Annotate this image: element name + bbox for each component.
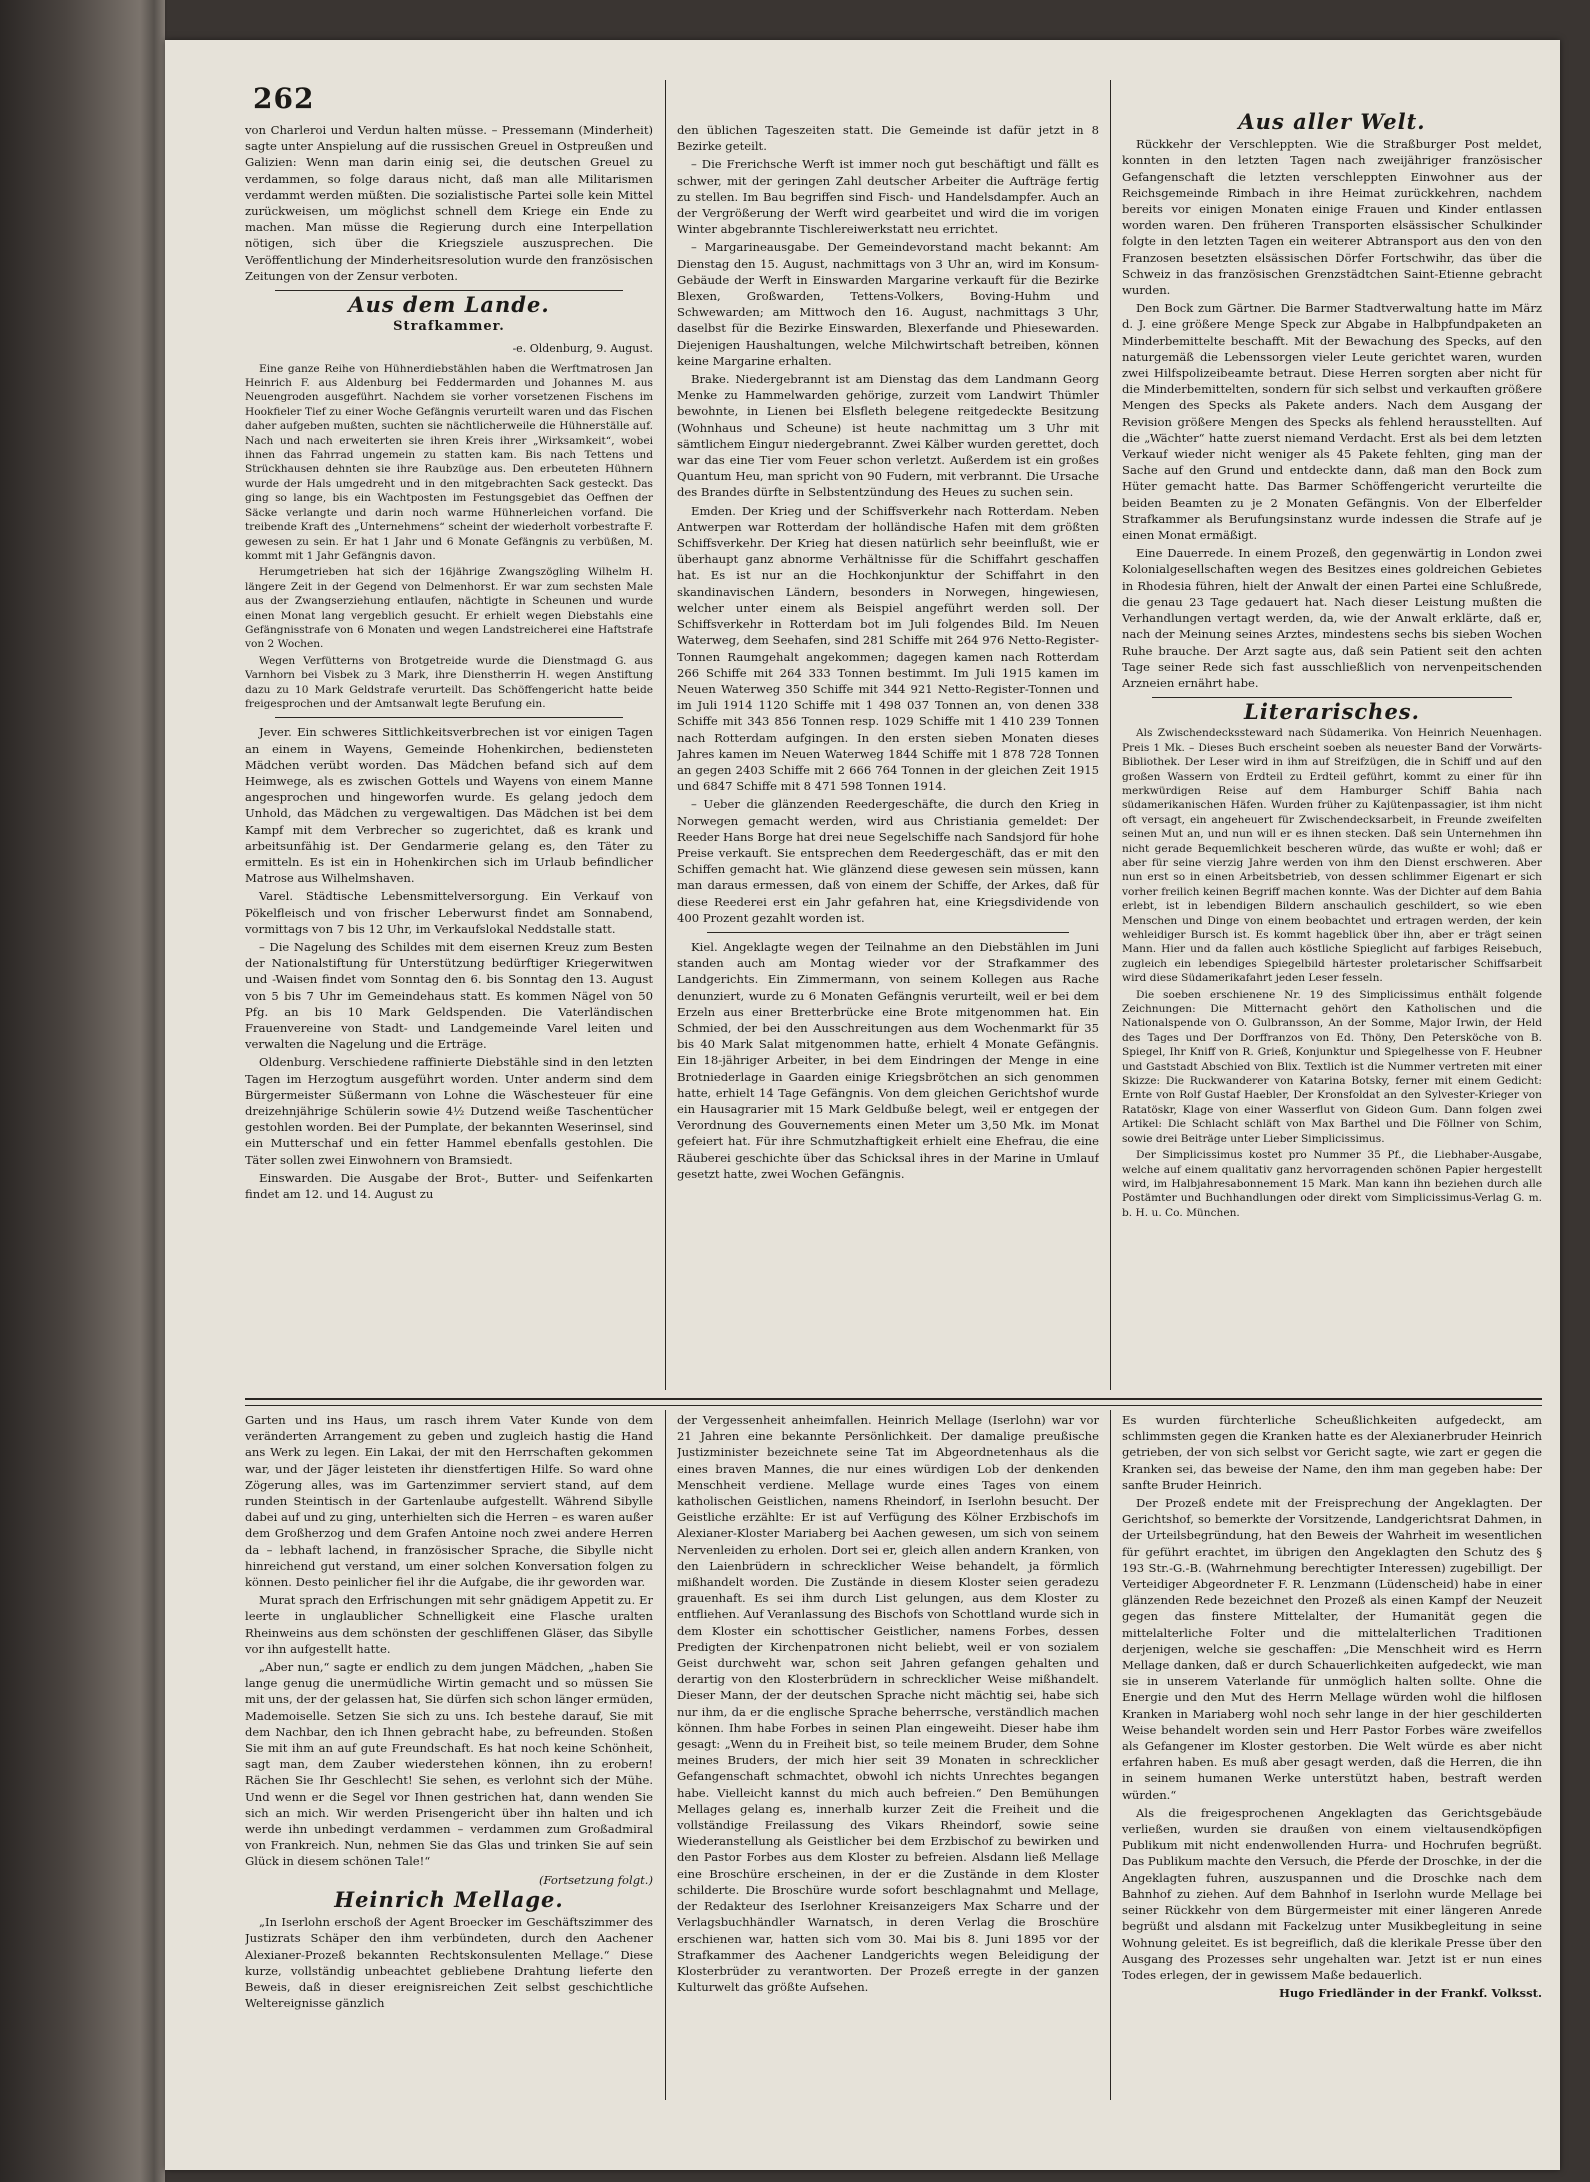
article-signature: Hugo Friedländer in der Frankf. Volksst. — [1278, 1986, 1542, 2001]
article-text: Wegen Verfütterns von Brotgetreide wurde die Dienstmagd G. aus Varnhorn bei Visbek zu 3 Mark, ihre Dienstherrin H. wegen Anstiftung dazu zu 10 Mark Geldstrafe verurteilt. Das Schöffengericht hatte beide freigesprochen und der Amtsanwalt legte Berufung ein. — [245, 654, 653, 710]
article-text: Herumgetrieben hat sich der 16jährige Zwangszögling Wilhelm H. längere Zeit in der Gegend von Delmenhorst. Er war zum sechsten Male aus der Zwangserziehung entlaufen, nächtigte in Scheunen und wurde einen Monat lang vergeblich gesucht. Er erhielt wegen Diebstahls eine Gefängnisstrafe von 6 Monaten und wegen Landstreicherei eine Haftstrafe von 2 Wochen. — [245, 566, 653, 651]
article-text: von Charleroi und Verdun halten müsse. – Pressemann (Minderheit) sagte unter Anspielung auf die russischen Greuel in Ostpreußen und Galizien: Wenn man darin einig sei, die deutschen Greuel zu verdammen, so folge daraus nicht, daß man alle Militarismen verdammt werden müßten. Die sozialistische Partei solle kein Mittel zurückweisen, um möglichst schnell dem Kriege ein Ende zu machen. Man müsse die Regierung durch eine Interpellation nötigen, sich über die Kriegsziele auszusprechen. Die Veröffentlichung der Minderheitsresolution wurde den französischen Zeitungen von der Zensur verboten. — [245, 123, 653, 283]
feuilleton-column-2 — [677, 1412, 1099, 2102]
divider — [275, 290, 623, 291]
column-rule-2 — [1110, 80, 1111, 1390]
column-rule-3 — [665, 1410, 666, 2100]
section-heading-literarisches: Literarisches. — [1244, 699, 1420, 725]
section-heading-aus-aller-welt: Aus aller Welt. — [1238, 110, 1426, 134]
article-text: Eine Dauerrede. In einem Prozeß, den gegenwärtig in London zwei Kolonialgesellschaften wegen des Besitzes eines goldreichen Gebietes in Rhodesia führen, hielt der Anwalt der einen Partei eine Schlußrede, die genau 23 Tage gedauert hat. Nach dieser Leistung mußten die Verhandlungen vertagt werden, da, wie der Anwalt erklärte, daß er, nach der Meinung seines Arztes, mindestens sechs bis sieben Wochen Ruhe brauche. Der Arzt sagte aus, daß sein Patient seit den achten Tage seiner Rede sich fast ausschließlich von nervenpeitschenden Arzneien ernährt habe. — [1122, 546, 1542, 690]
article-text: Jever. Ein schweres Sittlichkeitsverbrechen ist vor einigen Tagen an einem in Wayens, Gemeinde Hohenkirchen, bediensteten Mädchen verübt worden. Das Mädchen befand sich auf dem Heimwege, als es zwischen Gottels und Wayens von einem Manne angesprochen und hingeworfen wurde. Es gelang jedoch dem Unhold, das Mädchen zu vergewaltigen. Das Mädchen ist bei dem Kampf mit dem Verbrecher so zugerichtet, daß es krank und arbeitsunfähig ist. Der Gendarmerie gelang es, den Täter zu ermitteln. Es ist ein in Hohenkirchen sich im Urlaub befindlicher Matrose aus Wilhelmshaven. — [245, 725, 653, 886]
story-text: „Aber nun,“ sagte er endlich zu dem jungen Mädchen, „haben Sie lange genug die unermüdliche Wirtin gemacht und so müssen Sie mit uns, der der gelassen hat, Sie dürfen sich schon länger ermüden, Mademoiselle. Setzen Sie sich zu uns. Ich bestehe darauf, Sie mit dem Nachbar, den ich Ihnen gebracht habe, zu befreunden. Stoßen Sie mit ihm an auf gute Freundschaft. Es hat noch keine Schönheit, sagt man, dem Zauber wiederstehen können, ihn zu erobern! Rächen Sie Ihr Geschlecht! Sie sehen, es verlohnt sich der Mühe. Und wenn er die Segel vor Ihnen gestrichen hat, dann wenden Sie sich an mich. Wir werden Prisengericht über ihn halten und ich werde ihn unbedingt verdammen – verdammen zum Großadmiral von Frankreich. Nun, nehmen Sie das Glas und trinken Sie auf sein Glück in diesem schönen Tale!“ — [245, 1660, 653, 1869]
sub-heading-strafkammer: Strafkammer. — [393, 319, 505, 335]
article-text: Kiel. Angeklagte wegen der Teilnahme an den Diebstählen im Juni standen auch am Montag wieder vor der Strafkammer des Landgerichts. Ein Zimmermann, von seinem Kollegen aus Rache denunziert, wurde zu 6 Monaten Gefängnis verurteilt, weil er bei dem Erzeln aus einer Bretterbrücke eine Brote mitgenommen hat. Ein Schmied, der bei den Ausschreitungen aus dem Wochenmarkt für 35 bis 40 Mark Salat mitgenommen hatte, erhielt 4 Monate Gefängnis. Ein 18-jähriger Arbeiter, in bei dem Eindringen der Menge in eine Brotniederlage in Gaarden einige Kriegsbrötchen an sich genommen hatte, erhielt 14 Tage Gefängnis. Von dem gleichen Gerichtshof wurde ein Hausagrarier mit 15 Mark Geldbuße belegt, weil er entgegen der Verordnung des Gouvernements einen Meter um 3,50 Mk. im Monat gefeiert hat. Für ihre Schmutzhaftigkeit erhielt eine Ehefrau, die eine Räuberei geschichte über das Schicksal ihres in der Marine in Umlauf gesetzt hatte, zwei Wochen Gefängnis. — [677, 939, 1099, 1181]
feuilleton-column-3 — [1122, 1412, 1542, 2102]
article-text: – Die Frerichsche Werft ist immer noch gut beschäftigt und fällt es schwer, mit der geringen Zahl deutscher Arbeiter die Aufträge fertig zu stellen. Im Bau begriffen sind Fisch- und Handelsdampfer. Auch an der Vergrößerung der Werft wird gearbeitet und wird die im vorigen Winter abgebrannte Tischlereiwerkstatt neu errichtet. — [677, 157, 1099, 237]
feuilleton-column-1 — [245, 1412, 653, 2102]
article-text: Den Bock zum Gärtner. Die Barmer Stadtverwaltung hatte im März d. J. eine größere Menge Speck zur Abgabe in Halbpfundpaketen an Minderbemittelte beschafft. Mit der Bewachung des Specks, auf den naturgemäß die Lebenssorgen vieler Leute gerichtet waren, wurden zwei Hilfspolizeibeamte betraut. Diese Herren sorgten aber nicht für die Minderbemittelten, sondern für sich selbst und verkauften größere Mengen des Specks als Pakete anders. Nach dem Ausgang der Revision größere Mengen des Specks als fehlend herausstellten. Auf die „Wächter“ hatte zuerst niemand Verdacht. Erst als bei dem letzten Verkauf wieder nicht weniger als 45 Pakete fehlten, ging man der Sache auf den Grund und entdeckte dann, daß man den Bock zum Hüter gemacht hatte. Das Barmer Schöffengericht verurteilte die beiden Beamten zu je 2 Monaten Gefängnis. Von der Elberfelder Strafkammer als Berufungsinstanz wurde indessen die Strafe auf je einen Monat ermäßigt. — [1122, 301, 1542, 543]
page-number: 262 — [253, 82, 315, 115]
column-1 — [245, 122, 653, 1392]
article-text: Der Simplicissimus kostet pro Nummer 35 Pf., die Liebhaber-Ausgabe, welche auf einem qualitativ ganz hervorragenden schönen Papier hergestellt wird, im Halbjahresabonnement 15 Mark. Man kann ihn beziehen durch alle Postämter und Buchhandlungen oder direkt vom Simplicissimus-Verlag G. m. b. H. u. Co. München. — [1122, 1149, 1542, 1219]
article-text: – Ueber die glänzenden Reedergeschäfte, die durch den Krieg in Norwegen gemacht werden, wird aus Christiania gemeldet: Der Reeder Hans Borge hat drei neue Segelschiffe nach Sandsjord für hohe Preise verkauft. Sie entsprechen dem Reedergeschäft, das er mit den Schiffen gemacht hat. Wie glänzend diese gewesen sein müssen, kann man daraus ermessen, daß von einem der Schiffe, der Arkes, daß für diese Reederei erst ein Jahr gefahren hat, eine Kriegsdividende von 400 Prozent gezahlt worden ist. — [677, 797, 1099, 925]
column-2 — [677, 122, 1099, 1392]
divider — [707, 932, 1069, 933]
page-fold-shadow — [140, 0, 168, 2182]
article-text: Als die freigesprochenen Angeklagten das Gerichtsgebäude verließen, wurden sie draußen von einem vieltausendköpfigen Publikum mit nicht endenwollenden Hurra- und Hochrufen begrüßt. Das Publikum machte den Versuch, die Pferde der Droschke, in der die Angeklagten fuhren, auszuspannen und die Droschke nach dem Bahnhof zu ziehen. Auf dem Bahnhof in Iserlohn wurde Mellage bei seiner Rückkehr von dem Bürgermeister mit einer längeren Anrede begrüßt und alsdann mit Fackelzug unter Musikbegleitung in seine Wohnung geleitet. Es ist begreiflich, daß die klerikale Presse über den Ausgang des Prozesses sehr ungehalten war. Jetzt ist er nun eines Todes erlegen, der in gewissem Maße bedauerlich. — [1122, 1805, 1542, 1982]
section-heading-aus-dem-lande: Aus dem Lande. — [348, 292, 550, 318]
story-text: Garten und ins Haus, um rasch ihrem Vater Kunde von dem veränderten Arrangement zu geben und zugleich hastig die Hand ans Werk zu legen. Ein Lakai, der mit den Herrschaften gekommen war, und der Jäger leisteten ihr dienstfertigen Hilfe. So ward ohne Zögerung alles, was im Gartenzimmer serviert stand, auf dem runden Steintisch in der Gartenlaube aufgestellt. Während Sibylle dabei auf und zu ging, unterhielten sich die Herren – es waren außer dem Großherzog und dem Grafen Antoine noch zwei andere Herren da – lebhaft lachend, in französischer Sprache, die Sibylle nicht hinreichend gut verstand, um einer solchen Konversation folgen zu können. Desto peinlicher fiel ihr die Aufgabe, die ihr geworden war. — [245, 1413, 653, 1590]
column-3 — [1122, 110, 1542, 1392]
article-text: – Die Nagelung des Schildes mit dem eisernen Kreuz zum Besten der Nationalstiftung für Unterstützung bedürftiger Kriegerwitwen und -Waisen findet vom Sonntag den 6. bis Sonntag den 13. August von 5 bis 7 Uhr im Gemeindehaus statt. Es kommen Nägel von 50 Pfg. an bis 10 Mark Geldspenden. Die Vaterländischen Frauenvereine von Stadt- und Landgemeinde Varel leiten und verwalten die Nagelung und die Erträge. — [245, 940, 653, 1052]
divider — [1152, 697, 1512, 698]
article-text: Rückkehr der Verschleppten. Wie die Straßburger Post meldet, konnten in den letzten Tagen nach zweijähriger französischer Gefangenschaft die letzten verschleppten Einwohner aus der Reichsgemeinde Rimbach in ihre Heimat zurückkehren, nachdem bereits vor einigen Monaten einige Frauen und Kinder entlassen worden waren. Den früheren Transporten elsässischer Schulkinder folgte in den letzten Tagen ein weiterer Abtransport aus den von den Franzosen besetzten elsässischen Dörfer Fortschwihr, das über die Schweiz in das französischen Grenzstädtchen Saint-Etienne gebracht wurden. — [1122, 137, 1542, 298]
dateline: -e. Oldenburg, 9. August. — [512, 342, 653, 356]
article-text: – Margarineausgabe. Der Gemeindevorstand macht bekannt: Am Dienstag den 15. August, nachmittags von 3 Uhr an, wird im Konsum-Gebäude der Werft in Einswarden Margarine verkauft für die Bezirke Blexen, Großwarden, Tettens-Volkers, Boving-Huhm und Schwewarden; am Mittwoch den 16. August, nachmittags 3 Uhr, daselbst für die Bezirke Einswarden, Blexerfande und Phiesewarden. Diejenigen Haushaltungen, welche Milchwirtschaft betreiben, können keine Margarine erhalten. — [677, 240, 1099, 368]
column-rule-1 — [665, 80, 666, 1390]
story-text: Murat sprach den Erfrischungen mit sehr gnädigem Appetit zu. Er leerte in unglaublicher Schnelligkeit eine Flasche uralten Rheinweins aus dem schönsten der geschliffenen Gläser, das Sibylle vor ihn aufgestellt hatte. — [245, 1593, 653, 1656]
continuation-note: (Fortsetzung folgt.) — [538, 1872, 653, 1887]
article-text: Als Zwischendeckssteward nach Südamerika. Von Heinrich Neuenhagen. Preis 1 Mk. – Dieses Buch erscheint soeben als neuester Band der Vorwärts-Bibliothek. Der Leser wird in ihm auf Streifzügen, die in Schiff und auf den großen Wassern von Erdteil zu Erdteil geführt, kommt zu einer für ihn merkwürdigen Reise auf dem Hamburger Schiff Bahia nach südamerikanischen Häfen. Wurden früher zu Kajütenpassagier, ist ihm nicht oft versagt, ein angeheuert für Zwischendecksarbeit, in Freunde zweifelten seinen Mut an, und nun will er es ihnen stecken. Daß sein Unternehmen ihn nicht gerade Bequemlichkeit bescheren würde, das wußte er wohl; daß er aber für seine vierzig Jahre werden von ihm den Dienst erschweren. Aber nun erst so in einen Arbeitsbetrieb, von dessen schlimmer Eigenart er sich vorher freilich keinen Begriff machen konnte. Was der Dichter auf dem Bahia erlebt, ist in lebendigen Bildern anschaulich geschildert, so wie eben Menschen und Dinge von einem beobachtet und ertragen werden, der kein wehleidiger Bursch ist. Es kommt hageblick über ihn, aber er trägt seinen Mann. Hier und da fallen auch köstliche Spieglicht auf farbiges Reisebuch, zugleich ein lebendiges Spiegelbild härtester proletarischer Schiffsarbeit wird diese Südamerikafahrt jeden Leser fesseln. — [1122, 727, 1542, 985]
article-text: Es wurden fürchterliche Scheußlichkeiten aufgedeckt, am schlimmsten gegen die Kranken hatte es der Alexianerbruder Heinrich getrieben, der von sich selbst vor Gericht sagte, wie zart er gegen die Kranken sei, das beweise der Name, den ihm man gegeben habe: Der sanfte Bruder Heinrich. — [1122, 1413, 1542, 1492]
article-text: der Vergessenheit anheimfallen. Heinrich Mellage (Iserlohn) war vor 21 Jahren eine bekannte Persönlichkeit. Der damalige preußische Justizminister bezeichnete seine Tat im Abgeordnetenhaus als die eines braven Mannes, die nur eines würdigen Lob der denkenden Menschheit verdiene. Mellage wurde eines Tages von einem katholischen Geistlichen, namens Rheindorf, in Iserlohn besucht. Der Geistliche erzählte: Er ist auf Verfügung des Kölner Erzbischofs im Alexianer-Kloster Mariaberg bei Aachen gewesen, um sich von seinem Nervenleiden zu erholen. Dort sei er, gleich allen andern Kranken, von den Laienbrüdern in schrecklicher Weise behandelt, ja förmlich mißhandelt worden. Die Zustände in diesem Kloster seien geradezu grauenhaft. Es sei ihm durch List gelungen, aus dem Kloster zu entfliehen. Auf Veranlassung des Bischofs von Schottland wurde sich in dem Kloster ein schottischer Geistlicher, namens Forbes, dessen Predigten der Kirchenpatronen nicht beliebt, weil er von sozialem Geist durchweht war, schon seit Jahren gefangen gehalten und derartig von den Klosterbrüdern in schrecklicher Weise mißhandelt. Dieser Mann, der der deutschen Sprache nicht mächtig sei, habe sich nur ihm, da er die englische Sprache beherrsche, verständlich machen können. Ihm habe Forbes in seinen Plan eingeweiht. Dieser habe ihm gesagt: „Wenn du in Freiheit bist, so teile meinem Bruder, dem Sohne meines Bruders, der mich hier seit 39 Monaten in schrecklicher Gefangenschaft schmachtet, obwohl ich nichts Unrechtes begangen habe. Vielleicht kannst du mich auch befreien.“ Den Bemühungen Mellages gelang es, innerhalb kurzer Zeit die Freiheit und die vollständige Freilassung des Vikars Rheindorf, sowie seine Wiederanstellung als Geistlicher bei dem Erzbischof zu bewirken und den Pastor Forbes aus dem Kloster zu befreien. Alsdann ließ Mellage eine Broschüre erscheinen, in der er die Zustände in dem Kloster schilderte. Die Broschüre wurde sofort beschlagnahmt und Mellage, der Redakteur des Iserlohner Kreisanzeigers Max Scharre und der Verlagsbuchhändler Warnatsch, in deren Verlag die Broschüre erschienen war, hatten sich vom 30. Mai bis 8. Juni 1895 vor der Strafkammer des Aachener Landgerichts wegen Beleidigung der Klosterbrüder zu verantworten. Der Prozeß erregte in der ganzen Kulturwelt das größte Aufsehen. — [677, 1413, 1099, 1995]
article-text: „In Iserlohn erschoß der Agent Broecker im Geschäftszimmer des Justizrats Schäper den ihm verbündeten, durch den Aachener Alexianer-Prozeß bekannten Rechtskonsulenten Mellage.“ Diese kurze, vollständig unbeachtet gebliebene Drahtung lieferte den Beweis, daß in dieser ereignisreichen Zeit selbst geschichtliche Weltereignisse gänzlich — [245, 1915, 653, 2011]
article-text: Varel. Städtische Lebensmittelversorgung. Ein Verkauf von Pökelfleisch und von frischer Leberwurst findet am Sonnabend, vormittags von 7 bis 12 Uhr, im Verkaufslokal Neddstalle statt. — [245, 889, 653, 936]
article-text: Oldenburg. Verschiedene raffinierte Diebstähle sind in den letzten Tagen im Herzogtum ausgeführt worden. Unter anderm sind dem Bürgermeister Süßermann von Lohne die Wäschesteuer für eine dreizehnjährige Schülerin sowie 4½ Dutzend weiße Taschentücher gestohlen worden. Bei der Pumplate, der bekannten Weserinsel, sind ein Mutterschaf und ein fetter Hammel ebenfalls gestohlen. Die Täter sollen zwei Einwohnern von Bramsiedt. — [245, 1055, 653, 1167]
article-text: Einswarden. Die Ausgabe der Brot-, Butter- und Seifenkarten findet am 12. und 14. August zu — [245, 1170, 653, 1202]
article-text: Die soeben erschienene Nr. 19 des Simplicissimus enthält folgende Zeichnungen: Die Mitternacht gehört den Katholischen und die Nationalspende von O. Gulbransson, An der Somme, Major Irwin, der Held des Tages und Der Dorffranzos von Ed. Thöny, Den Petersköche von B. Spiegel, Ihr Kniff von R. Grieß, Konjunktur und Spiegelhesse von F. Heubner und Gaststadt Abschied von Blix. Textlich ist die Nummer vertreten mit einer Skizze: Die Ruckwanderer von Katarina Botsky, ferner mit einem Gedicht: Ernte von Rolf Gustaf Haebler, Der Kronsfoldat an den Sylvester-Krieger von Ratatöskr, Klage von einer Wasserflut von Gideon Gum. Dann folgen zwei Artikel: Die Schlacht schläft von Max Barthel und Die Föllner von Schim, sowie drei Beiträge unter Lieber Simplicissimus. — [1122, 988, 1542, 1145]
article-text: Der Prozeß endete mit der Freisprechung der Angeklagten. Der Gerichtshof, so bemerkte der Vorsitzende, Landgerichtsrat Dahmen, in der Urteilsbegründung, hat den Beweis der Wahrheit im wesentlichen für geführt erachtet, im übrigen den Angeklagten den Schutz des § 193 Str.-G.-B. (Wahrnehmung berechtigter Interessen) zugebilligt. Der Verteidiger Abgeordneter F. R. Lenzmann (Lüdenscheid) habe in einer glänzenden Rede bezeichnet den Prozeß als einen Kampf der Neuzeit gegen das finstere Mittelalter, der Humanität gegen die mittelalterliche Folter und die mittelalterlichen Traditionen derjenigen, welche sie geschaffen: „Die Menschheit wird es Herrn Mellage danken, daß er durch Schauerlichkeiten aufgedeckt, wie man sie in unserem Vaterlande für unmöglich halten sollte. Ohne die Energie und den Mut des Herrn Mellage würden wohl die hilflosen Kranken in Mariaberg wohl noch sehr lange in der hier geschilderten Weise behandelt worden sein und Herr Pastor Forbes wäre zweifellos als Gefangener im Kloster gestorben. Die Welt würde es aber nicht erfahren haben. Es muß aber gesagt werden, daß die Herren, die ihn in seinem humanen Werke unterstützt haben, bestraft werden würden.“ — [1122, 1496, 1542, 1802]
column-rule-4 — [1110, 1410, 1111, 2100]
article-text: Emden. Der Krieg und der Schiffsverkehr nach Rotterdam. Neben Antwerpen war Rotterdam der holländische Hafen mit dem größten Schiffsverkehr. Der Krieg hat diesen natürlich sehr beeinflußt, wie er überhaupt ganz abnorme Verhältnisse für die Schiffahrt geschaffen hat. Es ist nur an die Hochkonjunktur der Schiffahrt in den skandinavischen Ländern, besonders in Norwegen, hingewiesen, welcher unter einem als Beispiel angeführt werden soll. Der Schiffsverkehr in Rotterdam bot im Juli folgendes Bild. Im Neuen Waterweg, dem Seehafen, sind 281 Schiffe mit 264 976 Netto-Register-Tonnen Raumgehalt angekommen; dagegen kamen nach Rotterdam 266 Schiffe mit 264 333 Tonnen bestimmt. Im Juli 1915 kamen im Neuen Waterweg 350 Schiffe mit 344 921 Netto-Register-Tonnen und im Juli 1914 1120 Schiffe mit 1 498 037 Tonnen an, von denen 338 Schiffe mit 343 856 Tonnen resp. 1029 Schiffe mit 1 410 239 Tonnen nach Rotterdam aufgingen. In den ersten sieben Monaten dieses Jahres kamen im Neuen Waterweg 1844 Schiffe mit 1 878 728 Tonnen an gegen 2403 Schiffe mit 2 666 764 Tonnen in der gleichen Zeit 1915 und 6847 Schiffe mit 8 471 598 Tonnen 1914. — [677, 503, 1099, 794]
heading-heinrich-mellage: Heinrich Mellage. — [334, 1886, 564, 1912]
feuilleton-rule — [245, 1398, 1542, 1406]
article-text: Brake. Niedergebrannt ist am Dienstag das dem Landmann Georg Menke zu Hammelwarden gehörige, zurzeit vom Landwirt Thümler bewohnte, in Lienen bei Elsfleth belegene reitgedeckte Besitzung (Wohnhaus und Scheune) ist heute nachmittag um 3 Uhr mit sämtlichem Einguт niedergebrannt. Zwei Kälber wurden gerettet, doch war das eine Tier vom Feuer schon verletzt. Außerdem ist ein großes Quantum Heu, man spricht von 90 Fudern, mit verbrannt. Die Ursache des Brandes dürfte in Selbstentzündung des Heues zu suchen sein. — [677, 372, 1099, 500]
divider — [275, 717, 623, 718]
newspaper-page — [165, 40, 1560, 2170]
article-text: Eine ganze Reihe von Hühnerdiebstählen haben die Werftmatrosen Jan Heinrich F. aus Aldenburg bei Feddermarden und Johannes M. aus Neuengroden ausgeführt. Nachdem sie vorher vorsetzenen Fischens im Hookfieler Tief zu einer Woche Gefängnis verurteilt waren und das Fischen daher aufgeben mußten, suchten sie nächtlicherweile die Hühnerställe auf. Nach und nach erweiterten sie ihren Kreis ihrer „Wirksamkeit“, wobei ihnen das Fahrrad ungemein zu statten kam. Bis nach Tettens und Strückhausen dehnten sie ihre Raubzüge aus. Den erbeuteten Hühnern wurde der Hals umgedreht und in den mitgebrachten Sack gesteckt. Das ging so lange, bis ein Wachtposten im Festungsgebiet das Oeffnen der Säcke verlangte und darin noch warme Hühnerleichen vorfand. Die treibende Kraft des „Unternehmens“ scheint der wiederholt vorbestrafte F. gewesen zu sein. Er hat 1 Jahr und 6 Monate Gefängnis zu verbüßen, M. kommt mit 1 Jahr Gefängnis davon. — [245, 362, 653, 562]
article-text: den üblichen Tageszeiten statt. Die Gemeinde ist dafür jetzt in 8 Bezirke geteilt. — [677, 123, 1099, 154]
